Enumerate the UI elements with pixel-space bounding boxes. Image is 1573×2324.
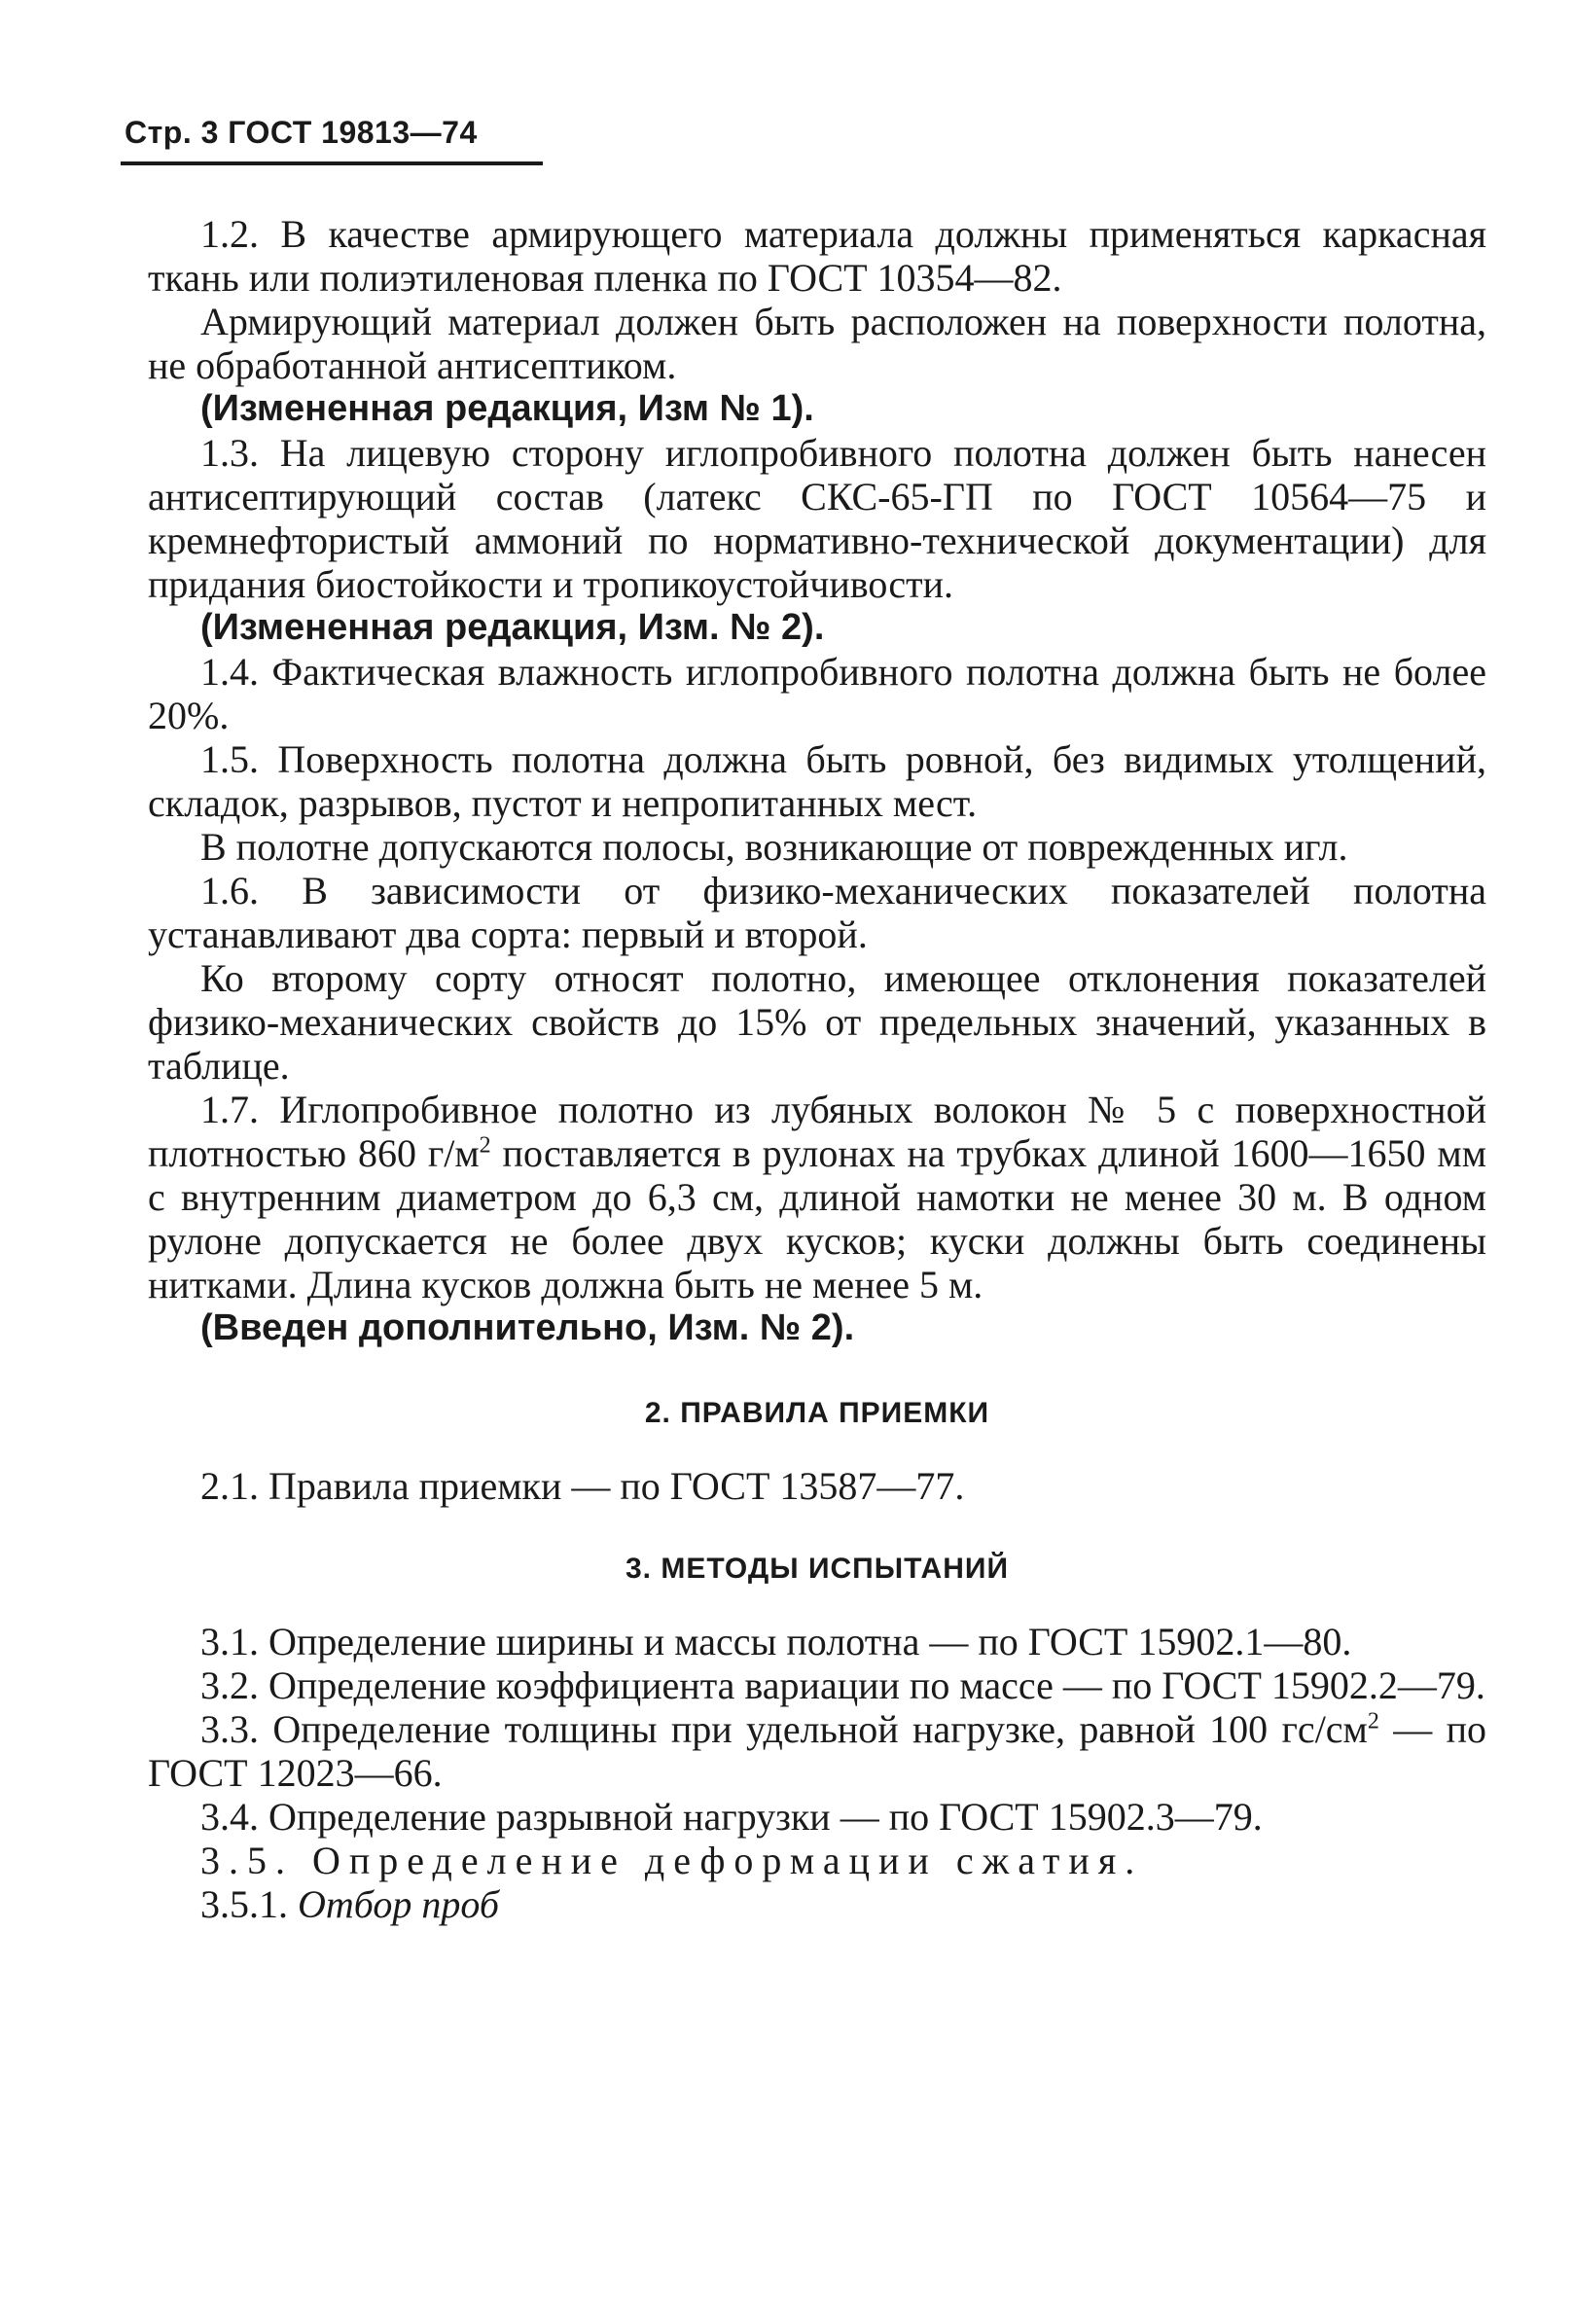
clause-1-5-cont: В полотне допускаются полосы, возникающие от поврежденных игл. — [200, 825, 1348, 869]
clause-1-3: 1.3. На лицевую сторону иглопробивного полотна должен быть нанесен антисептирующий состав (латекс СКС-65-ГП по ГОСТ 10564—75 и кремнефтористый аммоний по нормативно-технической документации) для придания биостойкости и тропикоустойчивости. — [148, 431, 1486, 606]
superscript: 2 — [479, 1132, 491, 1159]
clause-2-1: 2.1. Правила приемки — по ГОСТ 13587—77. — [200, 1464, 965, 1508]
clause-3-5-1-number: 3.5.1. — [200, 1882, 298, 1926]
clause-3-5-1-title: Отбор проб — [298, 1882, 499, 1926]
document-body — [148, 212, 1486, 1926]
clause-1-7 — [148, 1088, 1486, 1306]
clause-3-5: 3.5. Определение деформации сжатия. — [200, 1839, 1144, 1882]
clause-1-7-text-end: поставляется в рулонах на трубках длиной 1600—1650 мм с внутренним диаметром до 6,3 см, длиной намотки не менее 30 м. В одном рулоне допускается не более двух кусков; куски должны быть соединены нитками. Длина кусков должна быть не менее 5 м. — [148, 1131, 1487, 1306]
clause-1-2: 1.2. В качестве армирующего материала должны применяться каркасная ткань или полиэтиленовая пленка по ГОСТ 10354—82. — [148, 212, 1486, 300]
clause-1-6: 1.6. В зависимости от физико-механических показателей полотна устанавливают два сорта: первый и второй. — [148, 869, 1486, 956]
clause-3-3-text: 3.3. Определение толщины при удельной нагрузке, равной 100 гс/см — [200, 1707, 1368, 1751]
clause-1-2-cont: Армирующий материал должен быть расположен на поверхности полотна, не обработанной антисептиком. — [148, 300, 1486, 387]
clause-3-5-1 — [148, 1882, 1486, 1926]
amendment-note-3: (Введен дополнительно, Изм. № 2). — [200, 1307, 855, 1348]
clause-1-5: 1.5. Поверхность полотна должна быть ровной, без видимых утолщений, складок, разрывов, пустот и непропитанных мест. — [148, 737, 1486, 825]
clause-3-3 — [148, 1707, 1486, 1795]
clause-3-1: 3.1. Определение ширины и массы полотна — по ГОСТ 15902.1—80. — [200, 1620, 1352, 1663]
clause-3-4: 3.4. Определение разрывной нагрузки — по ГОСТ 15902.3—79. — [200, 1795, 1263, 1839]
section-heading-2: 2. ПРАВИЛА ПРИЕМКИ — [644, 1397, 990, 1429]
clause-1-4: 1.4. Фактическая влажность иглопробивного полотна должна быть не более 20%. — [148, 650, 1486, 737]
clause-3-3-text-end: — по ГОСТ 12023—66. — [148, 1707, 1486, 1795]
amendment-note-1: (Измененная редакция, Изм № 1). — [200, 388, 814, 429]
section-heading-3: 3. МЕТОДЫ ИСПЫТАНИЙ — [626, 1553, 1009, 1585]
amendment-note-2: (Измененная редакция, Изм. № 2). — [200, 607, 825, 648]
superscript: 2 — [1367, 1708, 1379, 1734]
page-header: Стр. 3 ГОСТ 19813—74 — [125, 115, 478, 150]
clause-3-2: 3.2. Определение коэффициента вариации по массе — по ГОСТ 15902.2—79. — [200, 1663, 1485, 1707]
header-rule — [121, 161, 543, 165]
clause-1-7-text: 1.7. Иглопробивное полотно из лубяных волокон № 5 с поверхностной плотностью 860 г/м — [148, 1088, 1486, 1175]
clause-1-6-cont: Ко второму сорту относят полотно, имеющее отклонения показателей физико-механических свойств до 15% от предельных значений, указанных в таблице. — [148, 956, 1486, 1088]
